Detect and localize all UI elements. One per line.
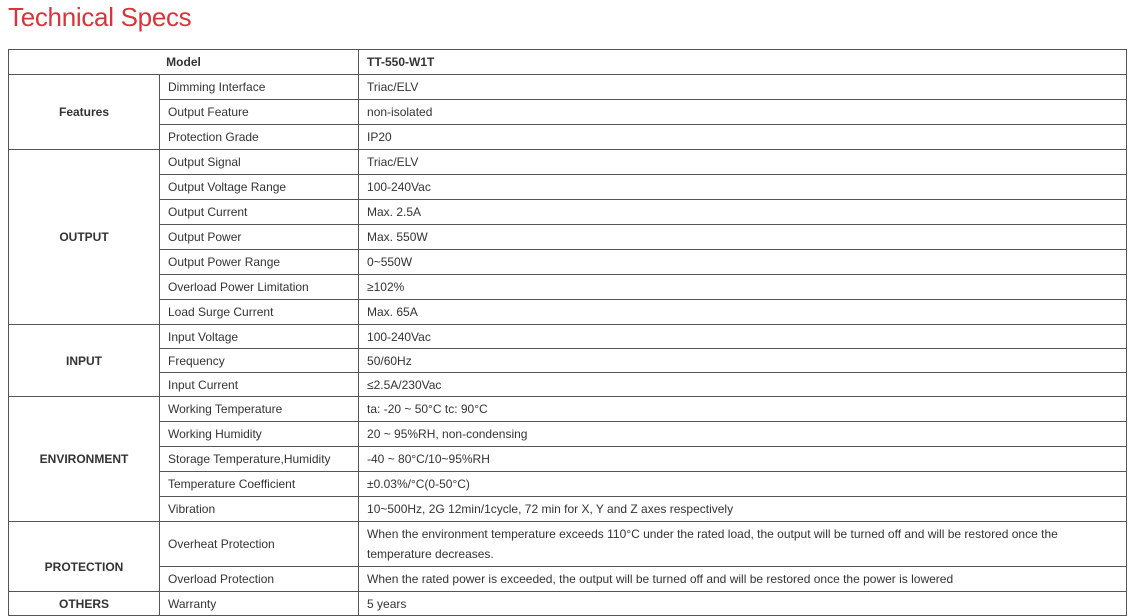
param-value: Max. 65A xyxy=(359,300,1127,325)
param-label: Output Power Range xyxy=(160,250,359,275)
table-row xyxy=(9,275,1127,300)
table-row xyxy=(9,567,1127,592)
param-value: ±0.03%/°C(0-50°C) xyxy=(359,472,1127,497)
table-row xyxy=(9,175,1127,200)
table-row xyxy=(9,349,1127,373)
table-row xyxy=(9,522,1127,567)
table-row xyxy=(9,497,1127,522)
param-value: ta: -20 ~ 50°C tc: 90°C xyxy=(359,397,1127,422)
category-input: INPUT xyxy=(9,325,160,397)
param-value: When the rated power is exceeded, the output will be turned off and will be restored once the power is lowered xyxy=(359,567,1127,592)
category-protection: PROTECTION xyxy=(9,522,160,592)
param-value: 20 ~ 95%RH, non-condensing xyxy=(359,422,1127,447)
param-label: Overload Power Limitation xyxy=(160,275,359,300)
param-label: Frequency xyxy=(160,349,359,373)
table-row xyxy=(9,325,1127,349)
param-label: Overheat Protection xyxy=(160,522,359,567)
table-row xyxy=(9,150,1127,175)
page-title: Technical Specs xyxy=(8,2,192,32)
header-row xyxy=(9,50,1127,75)
table-row xyxy=(9,125,1127,150)
table-row xyxy=(9,300,1127,325)
table-row xyxy=(9,472,1127,497)
table-row xyxy=(9,100,1127,125)
category-environment: ENVIRONMENT xyxy=(9,397,160,522)
specs-table xyxy=(8,49,1127,616)
param-value: 0~550W xyxy=(359,250,1127,275)
param-label: Protection Grade xyxy=(160,125,359,150)
param-value: -40 ~ 80°C/10~95%RH xyxy=(359,447,1127,472)
table-row xyxy=(9,250,1127,275)
param-label: Load Surge Current xyxy=(160,300,359,325)
param-label: Working Humidity xyxy=(160,422,359,447)
param-label: Dimming Interface xyxy=(160,75,359,100)
model-value: TT-550-W1T xyxy=(359,50,1127,75)
param-value: 50/60Hz xyxy=(359,349,1127,373)
param-label: Output Voltage Range xyxy=(160,175,359,200)
param-label: Warranty xyxy=(160,592,359,616)
param-value: ≥102% xyxy=(359,275,1127,300)
param-label: Output Current xyxy=(160,200,359,225)
param-value: 10~500Hz, 2G 12min/1cycle, 72 min for X, Y and Z axes respectively xyxy=(359,497,1127,522)
param-value: 100-240Vac xyxy=(359,325,1127,349)
table-row xyxy=(9,592,1127,616)
param-label: Output Signal xyxy=(160,150,359,175)
table-row xyxy=(9,75,1127,100)
param-label: Output Feature xyxy=(160,100,359,125)
table-row xyxy=(9,200,1127,225)
param-label: Vibration xyxy=(160,497,359,522)
table-row xyxy=(9,225,1127,250)
param-label: Input Current xyxy=(160,373,359,397)
table-row xyxy=(9,422,1127,447)
param-label: Input Voltage xyxy=(160,325,359,349)
param-value: 100-240Vac xyxy=(359,175,1127,200)
param-label: Output Power xyxy=(160,225,359,250)
table-row xyxy=(9,373,1127,397)
param-value: non-isolated xyxy=(359,100,1127,125)
table-row xyxy=(9,397,1127,422)
param-label: Working Temperature xyxy=(160,397,359,422)
table-row xyxy=(9,447,1127,472)
category-features: Features xyxy=(9,75,160,150)
category-others: OTHERS xyxy=(9,592,160,616)
param-value: 5 years xyxy=(359,592,1127,616)
param-value: IP20 xyxy=(359,125,1127,150)
param-value: Max. 2.5A xyxy=(359,200,1127,225)
param-value: ≤2.5A/230Vac xyxy=(359,373,1127,397)
model-label: Model xyxy=(9,50,359,75)
param-label: Overload Protection xyxy=(160,567,359,592)
param-value: Max. 550W xyxy=(359,225,1127,250)
param-value: When the environment temperature exceeds 110°C under the rated load, the output will be turned off and will be restored once the temperature decreases. xyxy=(359,522,1127,567)
param-value: Triac/ELV xyxy=(359,150,1127,175)
param-value: Triac/ELV xyxy=(359,75,1127,100)
param-label: Storage Temperature,Humidity xyxy=(160,447,359,472)
param-label: Temperature Coefficient xyxy=(160,472,359,497)
category-output: OUTPUT xyxy=(9,150,160,325)
